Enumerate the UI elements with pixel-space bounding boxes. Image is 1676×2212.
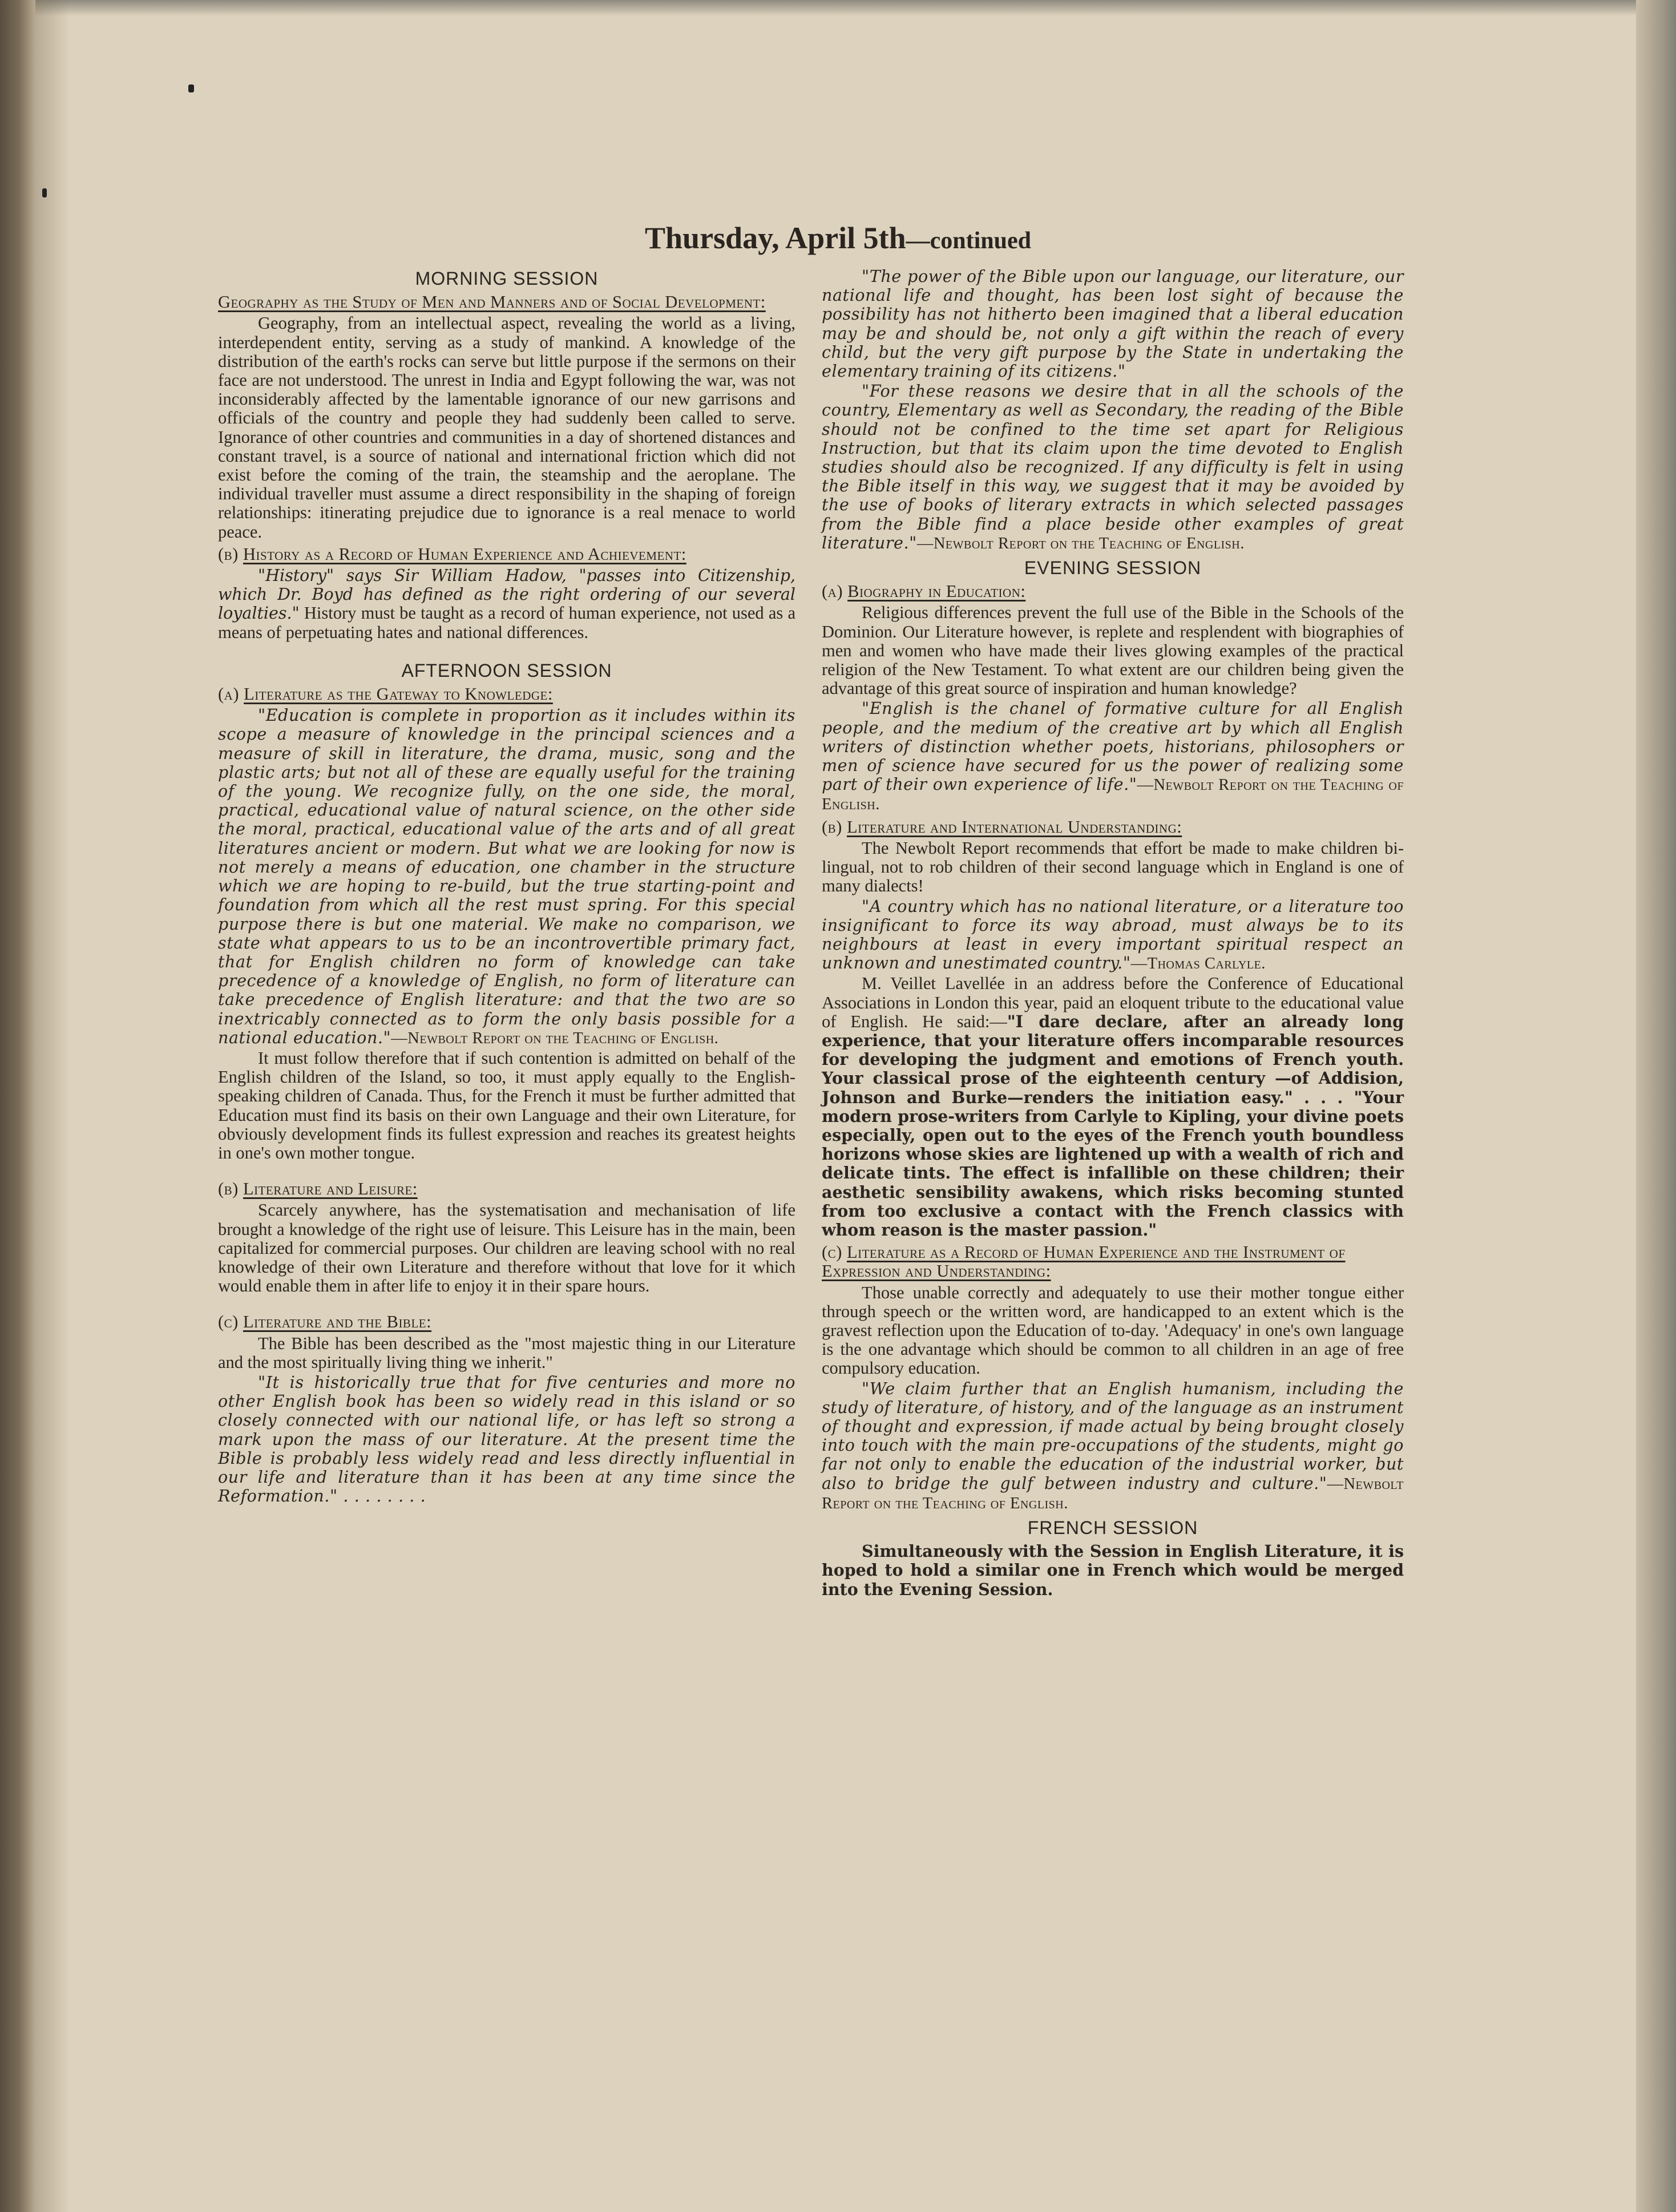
veillet-quote: "I dare declare, after an already long experience, that your literature offers incomparable resources for developing the judgment and emotions of French youth. Your classical prose of the eighteenth century —of Addision, Johnson and Burke—renders the initiation easy." . . . "Your modern prose-writers from Carlyle to Kipling, your divine poets especially, open out to the eyes of the French youth boundless horizons whose skies are lightened up with a wealth of rich and delicate tints. The effect is infallible on these children; their aesthetic sensibility awakens, which risks becoming stunted from too exclusive a contact with the French classics with whom reason is the master passion." — [822, 1011, 1404, 1240]
title-main: Thursday, April 5th — [644, 221, 906, 255]
binding-shadow — [35, 0, 70, 2212]
quote-source: —Thomas Carlyle. — [1130, 955, 1266, 973]
page-title — [0, 220, 1676, 256]
geography-heading: Geography as the Study of Men and Manners and of Social Development: — [218, 292, 766, 312]
evening-session-heading: EVENING SESSION — [1024, 558, 1202, 579]
title-continued: —continued — [906, 228, 1032, 254]
morning-session-heading: MORNING SESSION — [415, 268, 599, 289]
leisure-paragraph: Scarcely anywhere, has the systematisation and mechanisation of life brought a knowledge of the right use of leisure. This Leisure has in the main, been capitalized for commercial purposes. Our children are leaving school with no real knowledge of their own Literature and therefore without that love for it which would enable them in after life to enjoy it in their spare hours. — [218, 1200, 795, 1296]
expression-heading: (c) Literature as a Record of Human Experience and the Instrument of Expression and Understanding: — [822, 1242, 1346, 1281]
expression-paragraph: Those unable correctly and adequately to use their mother tongue either through speech or the written word, are handicapped to an extent which is the gravest reflection upon the Education of to-day. 'Adequacy' in one's own language is the one advantage which should be common to all children in an age of free compulsory education. — [822, 1282, 1404, 1378]
top-shadow — [35, 0, 1636, 16]
history-heading: (b) History as a Record of Human Experience and Achievement: — [218, 544, 686, 564]
biography-quote: "English is the chanel of formative culture for all English people, and the medium of the creative art by which all English writers of distinction whether poets, historians, philosophers or men of science have secured for us the power of realizing some part of their own experience of life."—Newbolt Report on the Teaching of English. — [822, 699, 1404, 814]
quote-source: —Newbolt Report on the Teaching of English. — [916, 534, 1245, 552]
veillet-paragraph: M. Veillet Lavellée in an address before the Conference of Educational Associations in London this year, paid an eloquent tribute to the educational value of English. He said:—"I dare declare, after an already long experience, that your literature offers incomparable resources for developing the judgment and emotions of French youth. Your classical prose of the eighteenth century —of Addision, Johnson and Burke—renders the initiation easy." . . . "Your modern prose-writers from Carlyle to Kipling, your divine poets especially, open out to the eyes of the French youth boundless horizons whose skies are lightened up with a wealth of rich and delicate tints. The effect is infallible on these children; their aesthetic sensibility awakens, which risks becoming stunted from too exclusive a contact with the French classics with whom reason is the master passion." — [822, 974, 1404, 1240]
left-column — [218, 264, 795, 1507]
bible-heading: (c) Literature and the Bible: — [218, 1312, 432, 1332]
bible-quote-continued: "The power of the Bible upon our language, our literature, our national life and thought, has been lost sight of because the possibility has not hitherto been imagined that a liberal education may be and should be, not only a gift within the reach of every child, but the very gift purpose by the State in undertaking the elementary training of its citizens." — [822, 267, 1404, 381]
binding-edge — [0, 0, 35, 2212]
literature-gateway-heading: (a) Literature as the Gateway to Knowledge: — [218, 684, 553, 704]
french-session-heading: FRENCH SESSION — [1027, 1517, 1198, 1538]
bible-paragraph: The Bible has been described as the "most majestic thing in our Literature and the most spiritually living thing we inherit." — [218, 1333, 795, 1372]
quote-source: —Newbolt Report on the Teaching of English. — [822, 1475, 1404, 1512]
quote-source: —Newbolt Report on the Teaching of English. — [391, 1029, 719, 1047]
history-paragraph: "History" says Sir William Hadow, "passes into Citizenship, which Dr. Boyd has defined as the right ordering of our several loyalties." History must be taught as a record of human experience, not used as a means of perpetuating hates and national differences. — [218, 566, 795, 642]
humanism-quote: "We claim further that an English humanism, including the study of literature, of history, and of the language as an instrument of thought and expression, if made actual by being brought closely into touch with the main pre-occupations of the students, might go far not only to enable the education of the industrial worker, but also to bridge the gulf between industry and culture."—Newbolt Report on the Teaching of English. — [822, 1379, 1404, 1512]
french-session-paragraph: Simultaneously with the Session in English Literature, it is hoped to hold a similar one in French which would be merged into the Evening Session. — [822, 1541, 1404, 1599]
carlyle-quote: "A country which has no national literature, or a literature too insignificant to force its way abroad, must always be to its neighbours at least in every important spiritual respect an unknown and unestimated country."—Thomas Carlyle. — [822, 897, 1404, 973]
literature-gateway-paragraph: It must follow therefore that if such contention is admitted on behalf of the English children of the Island, so too, it must apply equally to the English-speaking children of Canada. Thus, for the French it must be further admitted that Education must find its basis on their own Language and their own Literature, for obviously development finds its fullest expression and reaches its greatest heights in one's own mother tongue. — [218, 1048, 795, 1162]
international-paragraph: The Newbolt Report recommends that effort be made to make children bi-lingual, not to rob children of their second language which in England is one of many dialects! — [822, 838, 1404, 896]
biography-paragraph: Religious differences prevent the full use of the Bible in the Schools of the Dominion. Our Literature however, is replete and resplendent with biographies of men and women who have made their lives glowing examples of the practical religion of the New Testament. To what extent are our children being given the advantage of this great source of inspiration and human knowledge? — [822, 603, 1404, 699]
geography-paragraph: Geography, from an intellectual aspect, revealing the world as a living, interdependent entity, serving as a study of mankind. A knowledge of the distribution of the earth's rocks can serve but little purpose if the sermons on their face are not understood. The unrest in India and Egypt following the war, was not inconsiderably affected by the lamentable ignorance of our new garrisons and officials of the country and people they had suddenly been called to serve. Ignorance of other countries and communities in a day of shortened distances and constant travel, is a source of national and international friction which did not exist before the coming of the train, the steamship and the aeroplane. The individual traveller must assume a direct responsibility in the shaping of foreign relationships: itinerating prejudice due to ignorance is a real menace to world peace. — [218, 313, 795, 542]
quote-source: —Newbolt Report on the Teaching of English. — [822, 776, 1404, 814]
bible-quote-newbolt: "For these reasons we desire that in all the schools of the country, Elementary as well as Secondary, the reading of the Bible should not be confined to the time set apart for Religious Instruction, but that its claim upon the time devoted to English studies should also be recognized. If any difficulty is felt in using the Bible itself in this way, we suggest that it may be avoided by the use of books of literary extracts in which selected passages from the Bible find a place beside other examples of great literature."—Newbolt Report on the Teaching of English. — [822, 382, 1404, 552]
right-page-edge — [1636, 0, 1676, 2212]
leisure-heading: (b) Literature and Leisure: — [218, 1179, 418, 1199]
ink-mark — [42, 188, 47, 197]
international-heading: (b) Literature and International Understanding: — [822, 817, 1182, 837]
ink-mark — [188, 84, 194, 92]
right-column — [822, 267, 1404, 1600]
bible-quote: "It is historically true that for five centuries and more no other English book has been so widely read in this island or so closely connected with our national life, or has left so strong a mark upon the mass of our literature. At the present time the Bible is probably less widely read and less directly influential in our life and literature than it has been at any time since the Reformation." . . . . . . . . — [218, 1373, 795, 1506]
biography-heading: (a) Biography in Education: — [822, 582, 1026, 602]
afternoon-session-heading: AFTERNOON SESSION — [401, 660, 612, 681]
literature-gateway-quote: "Education is complete in proportion as it includes within its scope a measure of knowledge in the principal sciences and a measure of skill in literature, the drama, music, song and the plastic arts; but not all of these are equally useful for the training of the young. We recognize fully, on the one side, the moral, practical, educational value of natural science, on the other side the moral, practical, educational value of the arts and of all great literatures ancient or modern. But what we are looking for now is not merely a means of education, one chamber in the structure which we are hoping to re-build, but the true starting-point and foundation from which all the rest must spring. For this special purpose there is but one material. We make no comparison, we state what appears to us to be an incontrovertible primary fact, that for English children no form of knowledge can take precedence of a knowledge of English, no form of literature can take precedence of English literature: and that the two are so inextricably connected as to form the only basis possible for a national education."—Newbolt Report on the Teaching of English. — [218, 706, 795, 1047]
